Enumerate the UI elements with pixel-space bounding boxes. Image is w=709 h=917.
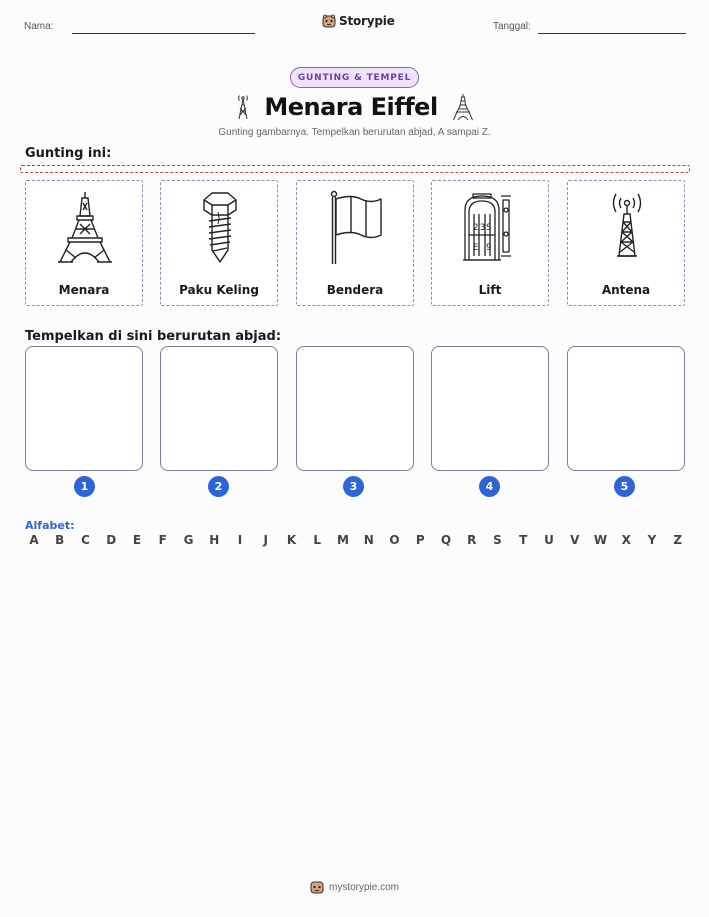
paste-slot-2[interactable]: [160, 346, 278, 471]
paste-slot-1[interactable]: [25, 346, 143, 471]
card-label: Menara: [58, 283, 110, 297]
alphabet-letter: A: [29, 533, 39, 547]
slot-number-3: 3: [343, 476, 364, 497]
card-label: Bendera: [326, 283, 384, 297]
alphabet-letter: E: [132, 533, 142, 547]
page-title: Menara Eiffel: [264, 93, 438, 121]
name-label: Nama:: [24, 21, 54, 32]
date-line: [538, 33, 686, 34]
alphabet-letter: J: [263, 533, 268, 547]
alphabet-letter: D: [106, 533, 117, 547]
cut-line: [20, 165, 690, 173]
alphabet-letter: G: [183, 533, 194, 547]
elevator-icon: [461, 190, 521, 264]
alphabet-letter: O: [389, 533, 400, 547]
alphabet-letter: M: [337, 533, 349, 547]
eiffel-tower-icon: [55, 190, 115, 264]
alphabet-letter: Z: [673, 533, 683, 547]
date-label: Tanggal:: [493, 21, 531, 32]
alphabet-letter: F: [158, 533, 167, 547]
paste-slot-4[interactable]: [431, 346, 549, 471]
cut-card-lift[interactable]: [431, 180, 549, 306]
cut-card-menara[interactable]: [25, 180, 143, 306]
storypie-mascot-icon: [310, 880, 324, 894]
activity-badge: GUNTING & TEMPEL: [290, 67, 419, 88]
bolt-icon: [190, 190, 250, 264]
storypie-mascot-icon: [322, 14, 336, 28]
paste-slot-5[interactable]: [567, 346, 685, 471]
svg-text:9: 9: [486, 243, 492, 253]
instructions: Gunting gambarnya. Tempelkan berurutan abjad, A sampai Z.: [218, 127, 491, 138]
name-line: [72, 33, 255, 34]
alphabet-letter: T: [519, 533, 528, 547]
slot-number-1: 1: [74, 476, 95, 497]
cut-card-bendera[interactable]: [296, 180, 414, 306]
card-label: Paku Keling: [179, 283, 259, 297]
alphabet-letter: H: [209, 533, 220, 547]
alphabet-row: [26, 533, 686, 547]
svg-text:E: E: [473, 243, 479, 253]
paste-slot-3[interactable]: [296, 346, 414, 471]
alphabet-letter: N: [363, 533, 374, 547]
alphabet-letter: K: [286, 533, 297, 547]
slot-number-4: 4: [479, 476, 500, 497]
svg-text:S: S: [486, 223, 492, 233]
slot-number-5: 5: [614, 476, 635, 497]
alphabet-label: Alfabet:: [25, 519, 75, 532]
alphabet-letter: C: [81, 533, 90, 547]
cut-card-antena[interactable]: [567, 180, 685, 306]
alphabet-letter: S: [493, 533, 502, 547]
antenna-icon: [597, 190, 657, 264]
alphabet-letter: Y: [647, 533, 657, 547]
alphabet-letter: Q: [440, 533, 452, 547]
title-row: [180, 91, 530, 123]
card-label: Antena: [601, 283, 651, 297]
alphabet-letter: B: [55, 533, 65, 547]
svg-text:3: 3: [480, 223, 486, 233]
alphabet-letter: I: [237, 533, 243, 547]
footer-url[interactable]: mystorypie.com: [328, 881, 399, 893]
alphabet-letter: U: [544, 533, 554, 547]
brand-name: Storypie: [339, 14, 395, 28]
cut-card-paku-keling[interactable]: [160, 180, 278, 306]
svg-text:2: 2: [473, 223, 479, 233]
brand-logo: [322, 14, 395, 28]
card-label: Lift: [478, 283, 502, 297]
alphabet-letter: R: [467, 533, 477, 547]
alphabet-letter: L: [313, 533, 322, 547]
eiffel-tower-icon: [452, 93, 474, 121]
alphabet-letter: W: [593, 533, 608, 547]
slot-number-2: 2: [208, 476, 229, 497]
alphabet-letter: X: [621, 533, 631, 547]
alphabet-letter: V: [570, 533, 580, 547]
antenna-icon: [236, 94, 250, 120]
footer: [0, 880, 709, 894]
alphabet-letter: P: [415, 533, 425, 547]
paste-heading: Tempelkan di sini berurutan abjad:: [25, 329, 282, 344]
flag-icon: [326, 190, 386, 264]
cut-heading: Gunting ini:: [25, 146, 112, 161]
